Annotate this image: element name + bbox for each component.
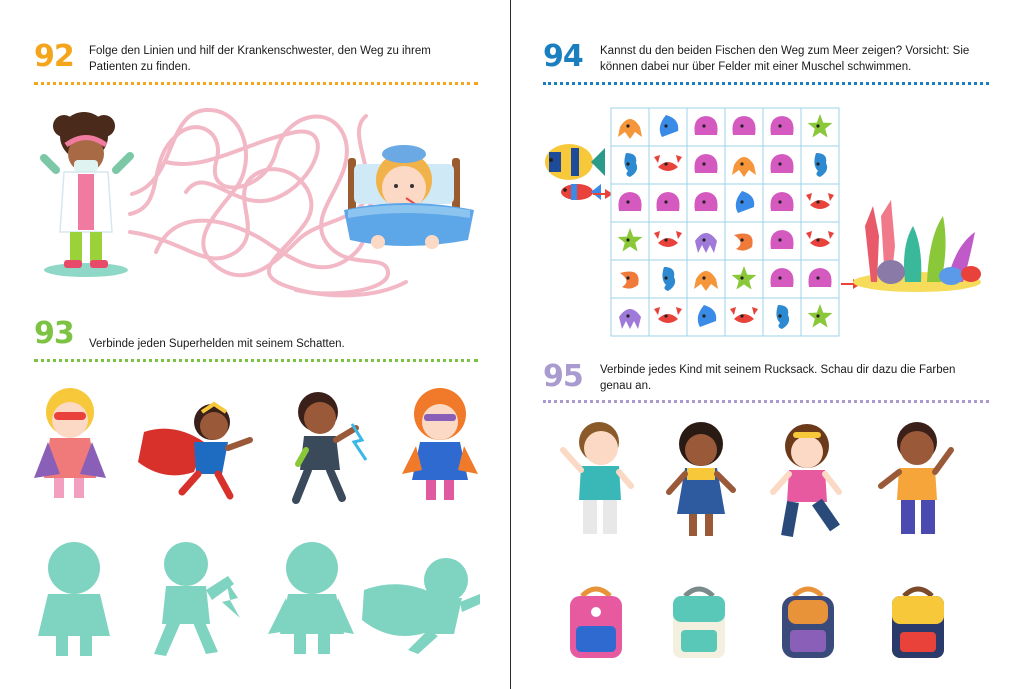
- exercise-95-number: 95: [543, 359, 583, 394]
- grid-cell-starfish: [611, 222, 649, 260]
- backpack-teal: [669, 586, 729, 660]
- backpack-yellow: [888, 586, 948, 660]
- grid-cell-seahorse: [611, 146, 649, 184]
- grid-cell-shell: [687, 146, 725, 184]
- shadow-boy-lightning: [148, 540, 238, 660]
- shadow-boy-mask: [266, 538, 356, 658]
- grid-cell-crab: [801, 184, 839, 222]
- kid-girl-pink: [767, 424, 847, 544]
- shadow-girl-cape: [362, 550, 482, 660]
- exercise-95-instruction: Verbinde jedes Kind mit seinem Rucksack. Schau dir dazu die Farben genau an.: [600, 364, 956, 392]
- kid-boy-orange: [875, 420, 959, 540]
- backpack-pink: [566, 586, 626, 660]
- hero-boy-lightning: [282, 388, 372, 508]
- grid-cell-shell: [763, 146, 801, 184]
- grid-cell-shell: [725, 108, 763, 146]
- grid-cell-shell: [763, 184, 801, 222]
- grid-cell-shell: [763, 260, 801, 298]
- exercise-93-number: 93: [34, 316, 74, 351]
- grid-cell-hermit-crab: [687, 298, 725, 336]
- exercise-92-divider: [34, 82, 478, 85]
- grid-cell-starfish: [801, 298, 839, 336]
- grid-cell-shell: [763, 108, 801, 146]
- grid-cell-crab: [649, 146, 687, 184]
- grid-cell-shell: [687, 108, 725, 146]
- grid-cell-shell: [649, 184, 687, 222]
- hero-girl-cape: [134, 392, 254, 502]
- kid-girl-dress: [661, 424, 741, 544]
- grid-cell-jellyfish: [687, 222, 725, 260]
- grid-cell-seahorse: [801, 146, 839, 184]
- grid-cell-shell: [763, 222, 801, 260]
- exercise-92-number: 92: [34, 39, 74, 74]
- exercise-95-divider: [543, 400, 989, 403]
- patient-illustration: [344, 140, 474, 260]
- coral-reef-illustration: [851, 196, 991, 296]
- grid-cell-shell: [687, 184, 725, 222]
- grid-cell-crab: [649, 222, 687, 260]
- shadow-girl-star: [34, 540, 114, 660]
- grid-cell-shrimp: [725, 222, 763, 260]
- grid-cell-jellyfish: [611, 298, 649, 336]
- grid-cell-starfish: [801, 108, 839, 146]
- grid-cell-octopus: [611, 108, 649, 146]
- grid-cell-octopus: [687, 260, 725, 298]
- grid-cell-hermit-crab: [725, 184, 763, 222]
- grid-cell-seahorse: [649, 260, 687, 298]
- hero-boy-mask: [30, 382, 110, 502]
- hero-girl-star: [398, 386, 488, 506]
- grid-cell-hermit-crab: [649, 108, 687, 146]
- exercise-94-number: 94: [543, 39, 583, 74]
- grid-cell-crab: [649, 298, 687, 336]
- grid-cell-crab: [801, 222, 839, 260]
- sea-animal-grid: [609, 106, 841, 338]
- kid-boy-teal: [559, 420, 639, 540]
- exercise-93-divider: [34, 359, 478, 362]
- exercise-94-divider: [543, 82, 989, 85]
- grid-cell-shrimp: [611, 260, 649, 298]
- fish-illustration: [541, 140, 605, 230]
- right-page: [511, 0, 1020, 689]
- exercise-92-instruction: Folge den Linien und hilf der Krankenschwester, den Weg zu ihrem Patienten zu finden.: [89, 45, 431, 73]
- exercise-94-instruction: Kannst du den beiden Fischen den Weg zum Meer zeigen? Vorsicht: Sie können dabei nur über Felder mit einer Muschel schwimmen.: [600, 45, 970, 73]
- grid-cell-seahorse: [763, 298, 801, 336]
- grid-cell-crab: [725, 298, 763, 336]
- backpack-navy: [778, 586, 838, 660]
- exercise-93-instruction: Verbinde jeden Superhelden mit seinem Schatten.: [89, 338, 345, 350]
- grid-cell-shell: [611, 184, 649, 222]
- grid-cell-starfish: [725, 260, 763, 298]
- grid-cell-octopus: [725, 146, 763, 184]
- grid-cell-shell: [801, 260, 839, 298]
